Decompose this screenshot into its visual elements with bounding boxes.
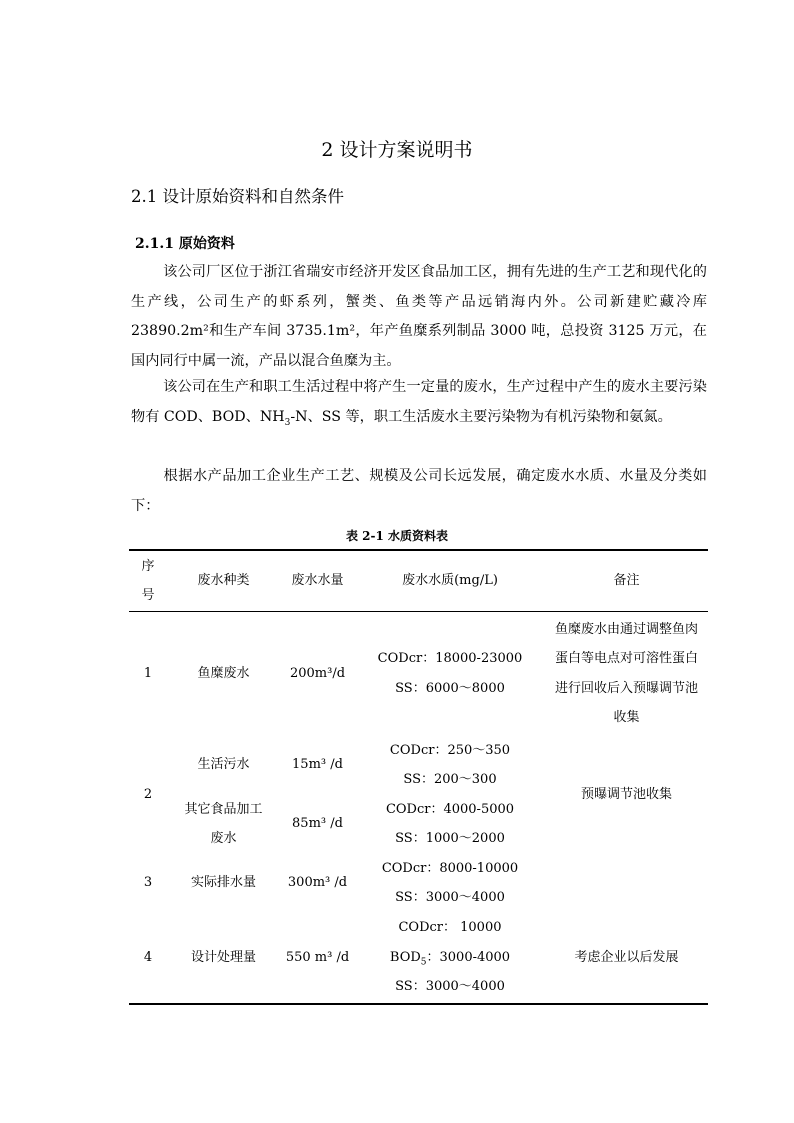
cell-no: 1 — [143, 666, 153, 681]
table-caption: 表 2-1 水质资料表 — [345, 529, 449, 543]
paragraph-text: 根据水产品加工企业生产工艺、规模及公司长远发展，确定废水水质、水量及分类如下： — [131, 468, 707, 514]
header-remark: 备注 — [613, 573, 640, 589]
paragraph-classification — [131, 462, 707, 521]
table-row — [129, 736, 708, 795]
header-type: 废水种类 — [197, 573, 250, 589]
table-row — [129, 854, 708, 913]
paragraph-text: 该公司厂区位于浙江省瑞安市经济开发区食品加工区，拥有先进的生产工艺和现代化的生产线，公司生产的虾系列，蟹类、鱼类等产品远销海内外。公司新建贮藏冷库 23890.2m²和生产车间 3735.1m²，年产鱼糜系列制品 3000 吨，总投资 3125 万元，在国内同行中属一流，产品以混合鱼糜为主。 — [131, 264, 707, 370]
cell-remark: 预曝调节池收集 — [580, 786, 672, 802]
section-title: 2.1 设计原始资料和自然条件 — [131, 187, 344, 206]
subsection-title: 2.1.1 原始资料 — [135, 236, 235, 252]
cell-volume: 200m³/d — [289, 666, 346, 681]
cell-volume: 15m³ /d — [292, 757, 343, 773]
subscript: 3 — [284, 417, 291, 428]
header-quality: 废水水质(mg/L) — [402, 573, 498, 589]
cell-quality: CODcr：18000-23000 SS：6000～8000 — [377, 651, 523, 696]
water-quality-table — [129, 549, 708, 1005]
subscript: 5 — [420, 957, 427, 968]
cell-quality: CODcr：4000-5000 SS：1000～2000 — [385, 801, 515, 846]
paragraph-text: -N、SS 等，职工生活废水主要污染物为有机污染物和氨氮。 — [290, 408, 672, 425]
cell-type: 鱼糜废水 — [197, 666, 250, 681]
cell-remark — [545, 854, 708, 913]
cell-remark: 考虑企业以后发展 — [574, 949, 679, 965]
cell-type: 实际排水量 — [190, 875, 256, 891]
header-no: 序 号 — [141, 558, 155, 603]
cell-volume: 300m³ /d — [287, 875, 348, 891]
paragraph-pollutants — [131, 373, 707, 432]
cell-type: 其它食品加工 废水 — [184, 801, 263, 846]
cell-volume: 85m³ /d — [292, 816, 343, 832]
cell-type: 设计处理量 — [190, 949, 256, 965]
cell-no: 2 — [143, 786, 153, 802]
chapter-title: 2 设计方案说明书 — [321, 139, 473, 161]
paragraph-company-intro — [131, 258, 707, 377]
header-volume: 废水水量 — [291, 573, 344, 589]
table-row — [129, 913, 708, 1004]
cell-quality: CODcr：250～350 SS：200～300 — [389, 742, 511, 787]
cell-type: 生活污水 — [197, 757, 250, 773]
cell-no: 4 — [143, 949, 153, 965]
cell-remark: 鱼糜废水由通过调整鱼肉蛋白等电点对可溶性蛋白进行回收后入预曝调节池收集 — [554, 621, 698, 726]
table-header-row — [129, 550, 708, 612]
paragraph-text: 该公司在生产和职工生活过程中将产生一定量的废水，生产过程中产生的废水主要污染物有 COD、BOD、NH — [131, 379, 707, 425]
cell-no: 3 — [143, 875, 153, 891]
cell-volume: 550 m³ /d — [285, 949, 350, 965]
cell-quality: CODcr：8000-10000 SS：3000～4000 — [381, 860, 519, 905]
table-row — [129, 612, 708, 736]
cell-quality: CODcr： 10000 $BOD_5$：3000-4000 SS：3000～4000 — [389, 920, 511, 995]
